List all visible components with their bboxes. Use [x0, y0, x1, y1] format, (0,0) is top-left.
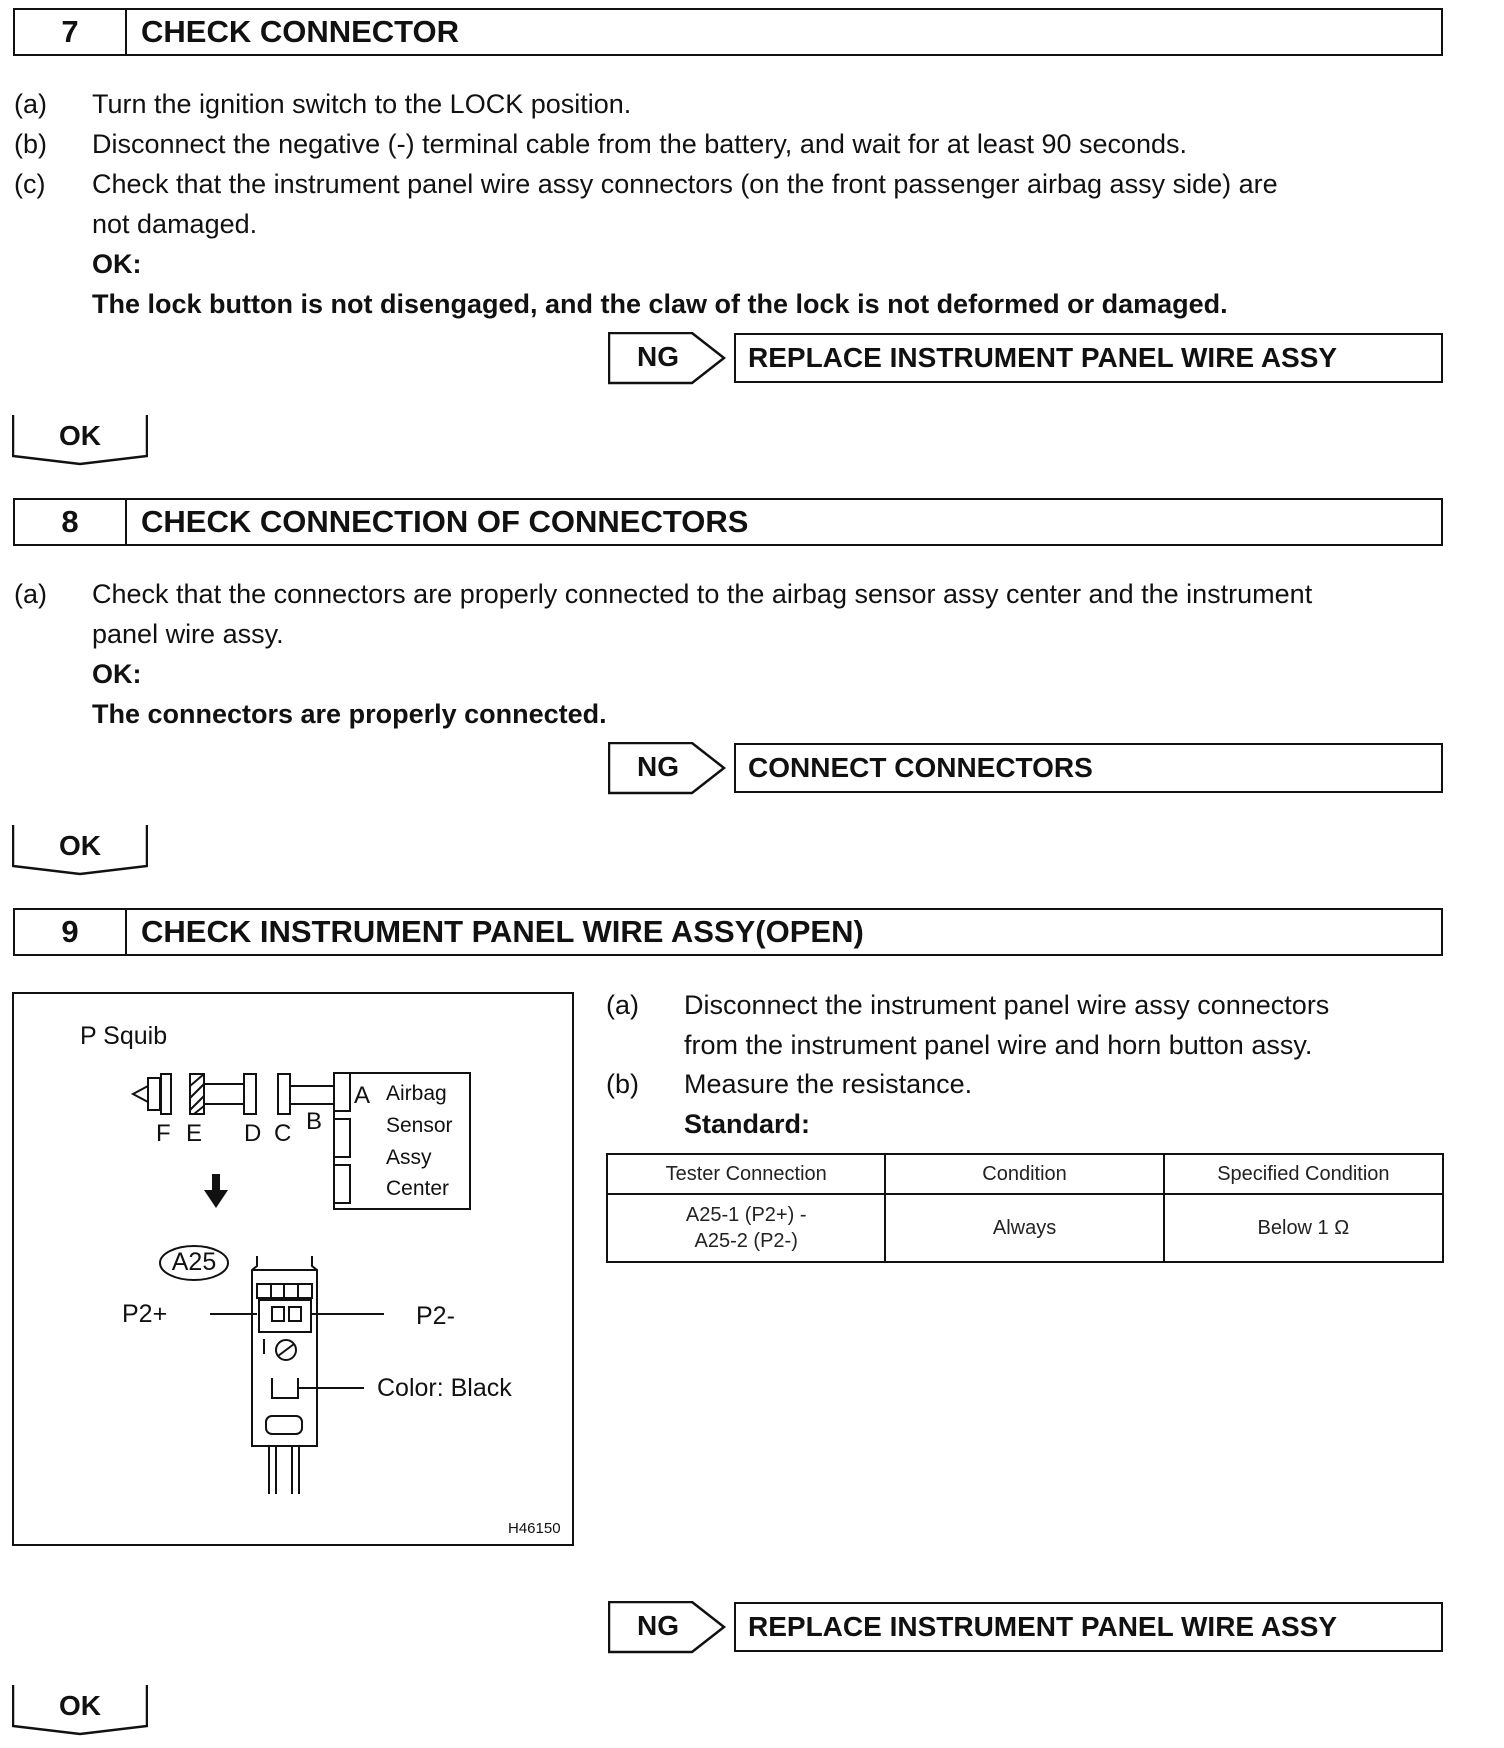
pin-plus-label: P2+ — [122, 1300, 168, 1328]
ng-action-box: REPLACE INSTRUMENT PANEL WIRE ASSY — [734, 333, 1443, 383]
ok-criteria-text: The lock button is not disengaged, and the claw of the lock is not deformed or damaged. — [92, 289, 1228, 319]
label-f: F — [156, 1120, 171, 1147]
item-text: Disconnect the negative (-) terminal cable from the battery, and wait for at least 90 seconds. — [92, 129, 1188, 159]
item-letter: (b) — [606, 1069, 639, 1099]
ng-action-box: REPLACE INSTRUMENT PANEL WIRE ASSY — [734, 1602, 1443, 1652]
ok-label: OK — [59, 830, 101, 861]
label-c: C — [274, 1120, 292, 1147]
item-text: Check that the connectors are properly connected to the airbag sensor assy center and the instrument — [92, 579, 1313, 609]
step-number: 8 — [15, 500, 127, 544]
item-text: Disconnect the instrument panel wire assy connectors — [684, 990, 1330, 1020]
sensor-label-line: Center — [386, 1177, 450, 1200]
item-letter: (a) — [14, 579, 47, 609]
ng-badge — [608, 332, 728, 386]
ok-label: OK — [59, 1690, 101, 1721]
item-text: Measure the resistance. — [684, 1069, 973, 1099]
step-title: CHECK CONNECTOR — [141, 14, 460, 49]
table-header-row — [607, 1154, 1443, 1194]
table-header-cell: Specified Condition — [1164, 1154, 1443, 1194]
ng-label: NG — [637, 751, 679, 782]
wiring-figure — [12, 992, 574, 1546]
resistance-spec-table — [606, 1153, 1444, 1263]
step-number: 9 — [15, 910, 127, 954]
sensor-label-line: Sensor — [386, 1114, 453, 1137]
ng-badge — [608, 1601, 728, 1655]
label-a: A — [354, 1082, 371, 1109]
connection-line: A25-2 (P2-) — [694, 1230, 798, 1252]
pin-minus-label: P2- — [416, 1302, 455, 1330]
item-letter: (b) — [14, 129, 47, 159]
label-d: D — [244, 1120, 262, 1147]
sensor-label-line: Airbag — [386, 1082, 447, 1105]
step-number: 7 — [15, 10, 127, 54]
ok-flow-badge — [12, 824, 148, 876]
label-e: E — [186, 1120, 203, 1147]
table-header-cell: Condition — [885, 1154, 1163, 1194]
step-9-header — [13, 908, 1443, 956]
ok-flow-badge — [12, 1684, 148, 1736]
ok-criteria-label: OK: — [92, 249, 142, 279]
table-row — [607, 1194, 1443, 1262]
step-8-header — [13, 498, 1443, 546]
specified-condition-cell: Below 1 Ω — [1164, 1194, 1443, 1262]
ok-criteria-text: The connectors are properly connected. — [92, 699, 607, 729]
item-letter: (a) — [14, 89, 47, 119]
ok-criteria-label: OK: — [92, 659, 142, 689]
sensor-label-line: Assy — [386, 1146, 432, 1169]
step-title: CHECK INSTRUMENT PANEL WIRE ASSY(OPEN) — [141, 914, 864, 949]
table-header-cell: Tester Connection — [607, 1154, 885, 1194]
step-title: CHECK CONNECTION OF CONNECTORS — [141, 504, 749, 539]
ng-badge — [608, 742, 728, 796]
step-7-header — [13, 8, 1443, 56]
ng-action-box: CONNECT CONNECTORS — [734, 743, 1443, 793]
item-text: Turn the ignition switch to the LOCK position. — [92, 89, 632, 119]
ok-label: OK — [59, 420, 101, 451]
standard-label: Standard: — [684, 1109, 811, 1139]
item-letter: (a) — [606, 990, 639, 1020]
item-text: Check that the instrument panel wire assy connectors (on the front passenger airbag assy side) are — [92, 169, 1278, 199]
figure-code: H46150 — [508, 1520, 561, 1537]
ok-flow-badge — [12, 414, 148, 466]
item-text-continued: panel wire assy. — [92, 619, 284, 649]
item-text-continued: not damaged. — [92, 209, 258, 239]
connector-diagram — [14, 994, 572, 1544]
connector-id: A25 — [171, 1248, 217, 1276]
ng-label: NG — [637, 1610, 679, 1641]
figure-title: P Squib — [80, 1022, 168, 1050]
label-b: B — [306, 1108, 323, 1135]
color-note: Color: Black — [377, 1374, 512, 1402]
tester-connection-cell — [607, 1194, 885, 1262]
ng-label: NG — [637, 341, 679, 372]
condition-cell: Always — [885, 1194, 1163, 1262]
item-letter: (c) — [14, 169, 46, 199]
item-text-continued: from the instrument panel wire and horn button assy. — [684, 1030, 1313, 1060]
connection-line: A25-1 (P2+) - — [685, 1204, 807, 1226]
